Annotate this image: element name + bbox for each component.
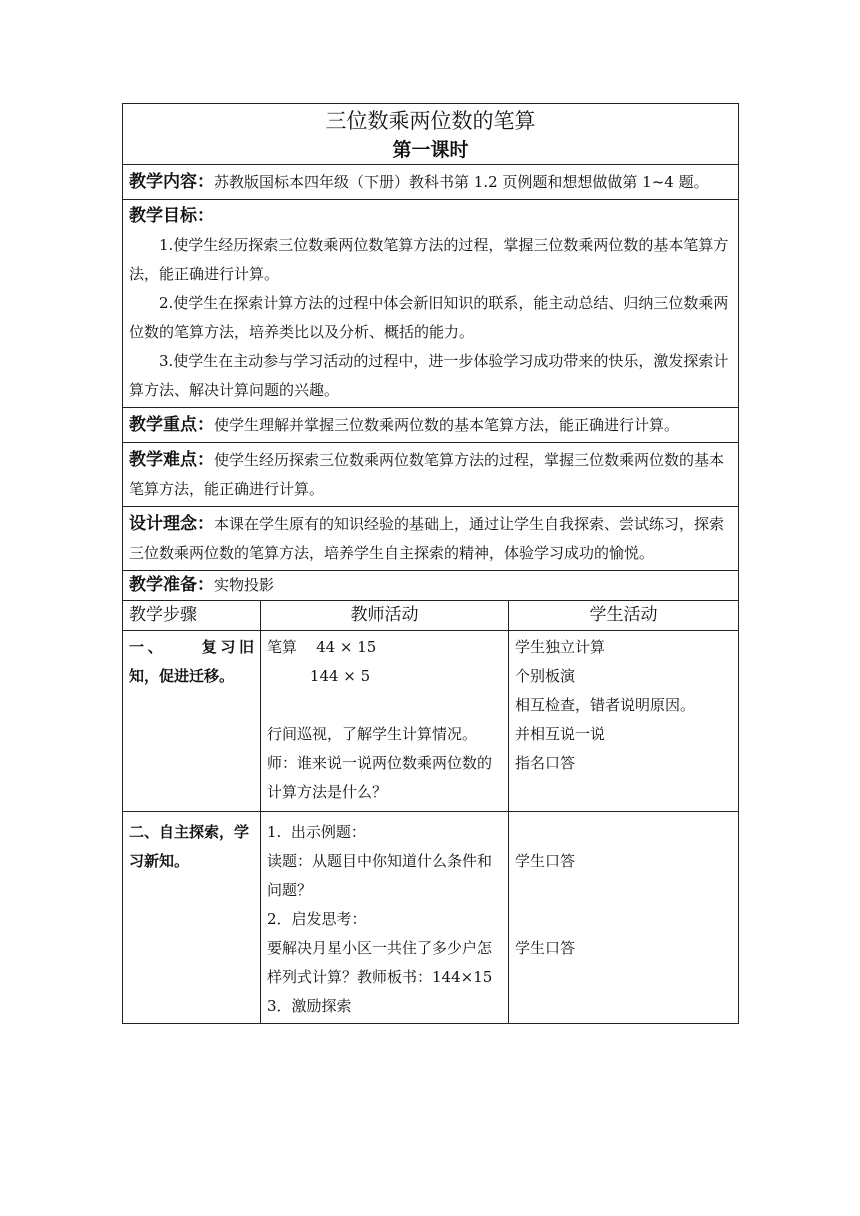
teacher-line: 行间巡视，了解学生计算情况。 (267, 725, 478, 743)
student-line: 并相互说一说 (515, 725, 606, 743)
difficulty-label: 教学难点： (129, 450, 214, 470)
key-point-cell (123, 408, 739, 443)
lesson-plan (122, 103, 738, 1024)
goal-item: 2.使学生在探索计算方法的过程中体会新旧知识的联系，能主动总结、归纳三位数乘两位数的笔算方法，培养类比以及分析、概括的能力。 (129, 294, 729, 341)
teacher-line: 要解决月星小区一共住了多少户怎样列式计算？教师板书：144×15 (267, 939, 493, 986)
student-line: 指名口答 (515, 754, 576, 772)
table-row (123, 812, 739, 1024)
student-line: 学生口答 (515, 852, 576, 870)
prep-cell (123, 571, 739, 601)
teacher-line: 笔算 44 × 15 (267, 638, 377, 656)
student-line (515, 876, 732, 905)
difficulty-text: 使学生经历探索三位数乘两位数笔算方法的过程，掌握三位数乘两位数的基本笔算方法，能正确进行计算。 (129, 451, 725, 498)
content-label: 教学内容： (129, 172, 214, 192)
table-row (123, 631, 739, 812)
page-subtitle: 第一课时 (392, 139, 469, 161)
title-cell (123, 104, 739, 165)
difficulty-cell (123, 443, 739, 507)
teacher-line (267, 691, 502, 720)
content-cell (123, 165, 739, 200)
design-cell (123, 507, 739, 571)
teacher-line: 3．激励探索 (267, 997, 352, 1015)
key-point-text: 使学生理解并掌握三位数乘两位数的基本笔算方法，能正确进行计算。 (214, 416, 680, 434)
student-line (515, 818, 732, 847)
teacher-line: 1. 出示例题： (267, 823, 366, 841)
goals-label: 教学目标： (129, 206, 214, 226)
student-cell (509, 812, 739, 1024)
teacher-line: 144 × 5 (267, 667, 371, 685)
teacher-cell (261, 631, 509, 812)
step-cell (123, 812, 261, 1024)
col-steps-header: 教学步骤 (123, 601, 261, 631)
content-text: 苏教版国标本四年级（下册）教科书第 1.2 页例题和想想做做第 1~4 题。 (214, 173, 709, 191)
design-text: 本课在学生原有的知识经验的基础上，通过让学生自我探索、尝试练习，探索三位数乘两位数的笔算方法，培养学生自主探索的精神，体验学习成功的愉悦。 (129, 515, 725, 562)
student-cell (509, 631, 739, 812)
lesson-table (122, 103, 739, 1024)
student-line (515, 905, 732, 934)
teacher-cell (261, 812, 509, 1024)
step-label: 一、 复习旧知，促进迁移。 (129, 638, 254, 685)
step-label: 二、自主探索，学习新知。 (129, 823, 250, 870)
student-line: 学生独立计算 (515, 638, 606, 656)
page-title: 三位数乘两位数的笔算 (325, 109, 536, 133)
teacher-line: 2．启发思考： (267, 910, 367, 928)
teacher-line: 读题：从题目中你知道什么条件和问题？ (267, 852, 493, 899)
prep-label: 教学准备： (129, 575, 214, 595)
key-point-label: 教学重点： (129, 415, 214, 435)
design-label: 设计理念： (129, 514, 214, 534)
teacher-line: 师：谁来说一说两位数乘两位数的计算方法是什么？ (267, 754, 493, 801)
goal-item: 3.使学生在主动参与学习活动的过程中，进一步体验学习成功带来的快乐，激发探索计算方法、解决计算问题的兴趣。 (129, 352, 729, 399)
student-line: 个别板演 (515, 667, 576, 685)
prep-text: 实物投影 (214, 576, 275, 594)
student-line: 相互检查，错者说明原因。 (515, 696, 696, 714)
col-student-header: 学生活动 (509, 601, 739, 631)
student-line: 学生口答 (515, 939, 576, 957)
col-teacher-header: 教师活动 (261, 601, 509, 631)
goals-cell (123, 200, 739, 408)
step-cell (123, 631, 261, 812)
goal-item: 1.使学生经历探索三位数乘两位数笔算方法的过程，掌握三位数乘两位数的基本笔算方法，能正确进行计算。 (129, 236, 729, 283)
